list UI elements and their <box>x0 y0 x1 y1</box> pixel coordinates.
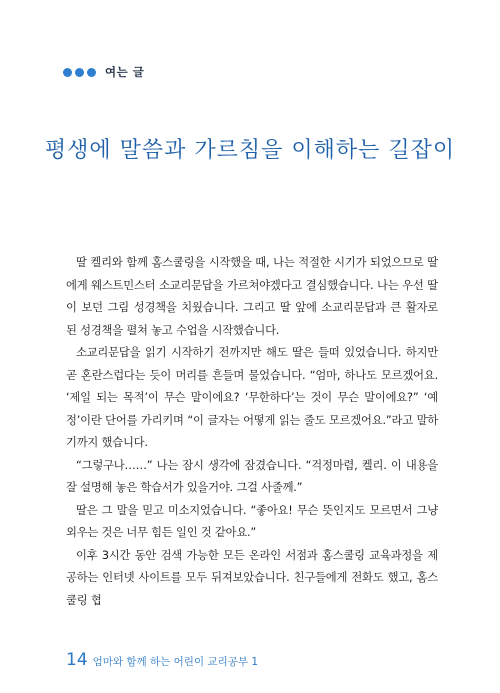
page-footer <box>66 650 258 670</box>
paragraph: “그렇구나……” 나는 잠시 생각에 잠겼습니다. “걱정마렴, 켈리. 이 내용을 잘 설명해 놓은 학습서가 있을거야. 그걸 사줄께.” <box>66 458 438 494</box>
chapter-title: 평생에 말씀과 가르침을 이해하는 길잡이 <box>44 138 456 163</box>
section-label: 여는 글 <box>105 65 145 79</box>
paragraph: 딸 켈리와 함께 홈스쿨링을 시작했을 때, 나는 적절한 시기가 되었으므로 딸에게 웨스트민스터 소교리문답을 가르쳐야겠다고 결심했습니다. 나는 우선 딸이 보던 그림 성경책을 치웠습니다. 그리고 딸 앞에 소교리문답과 큰 활자로 된 성경책을 펼쳐 놓고 수업을 시작했습니다. <box>66 256 438 337</box>
paragraph: 이후 3시간 동안 검색 가능한 모든 온라인 서점과 홈스쿨링 교육과정을 제공하는 인터넷 사이트를 모두 뒤져보았습니다. 친구들에게 전화도 했고, 홈스쿨링 협 <box>66 548 438 607</box>
section-header <box>63 64 144 80</box>
paragraph: 소교리문답을 읽기 시작하기 전까지만 해도 딸은 들떠 있었습니다. 하지만 곧 혼란스럽다는 듯이 머리를 흔들며 물었습니다. “엄마, 하나도 모르겠어요. ‘제일 되는 목적’이 무슨 말이에요? ‘무한하다’는 것이 무슨 말이에요?” ‘예정’이란 단어를 가리키며 “이 글자는 어떻게 읽는 줄도 모르겠어요.”라고 말하기까지 했습니다. <box>66 346 438 449</box>
book-title: 엄마와 함께 하는 어린이 교리공부 1 <box>92 656 259 668</box>
bullet-dot-icon <box>87 68 96 77</box>
page-number: 14 <box>66 650 88 670</box>
bullet-dot-icon <box>75 68 84 77</box>
bullet-dot-icon <box>63 68 72 77</box>
body-text <box>66 252 438 612</box>
paragraph: 딸은 그 말을 믿고 미소지었습니다. “좋아요! 무슨 뜻인지도 모르면서 그냥 외우는 것은 너무 힘든 일인 것 같아요.” <box>66 503 438 539</box>
